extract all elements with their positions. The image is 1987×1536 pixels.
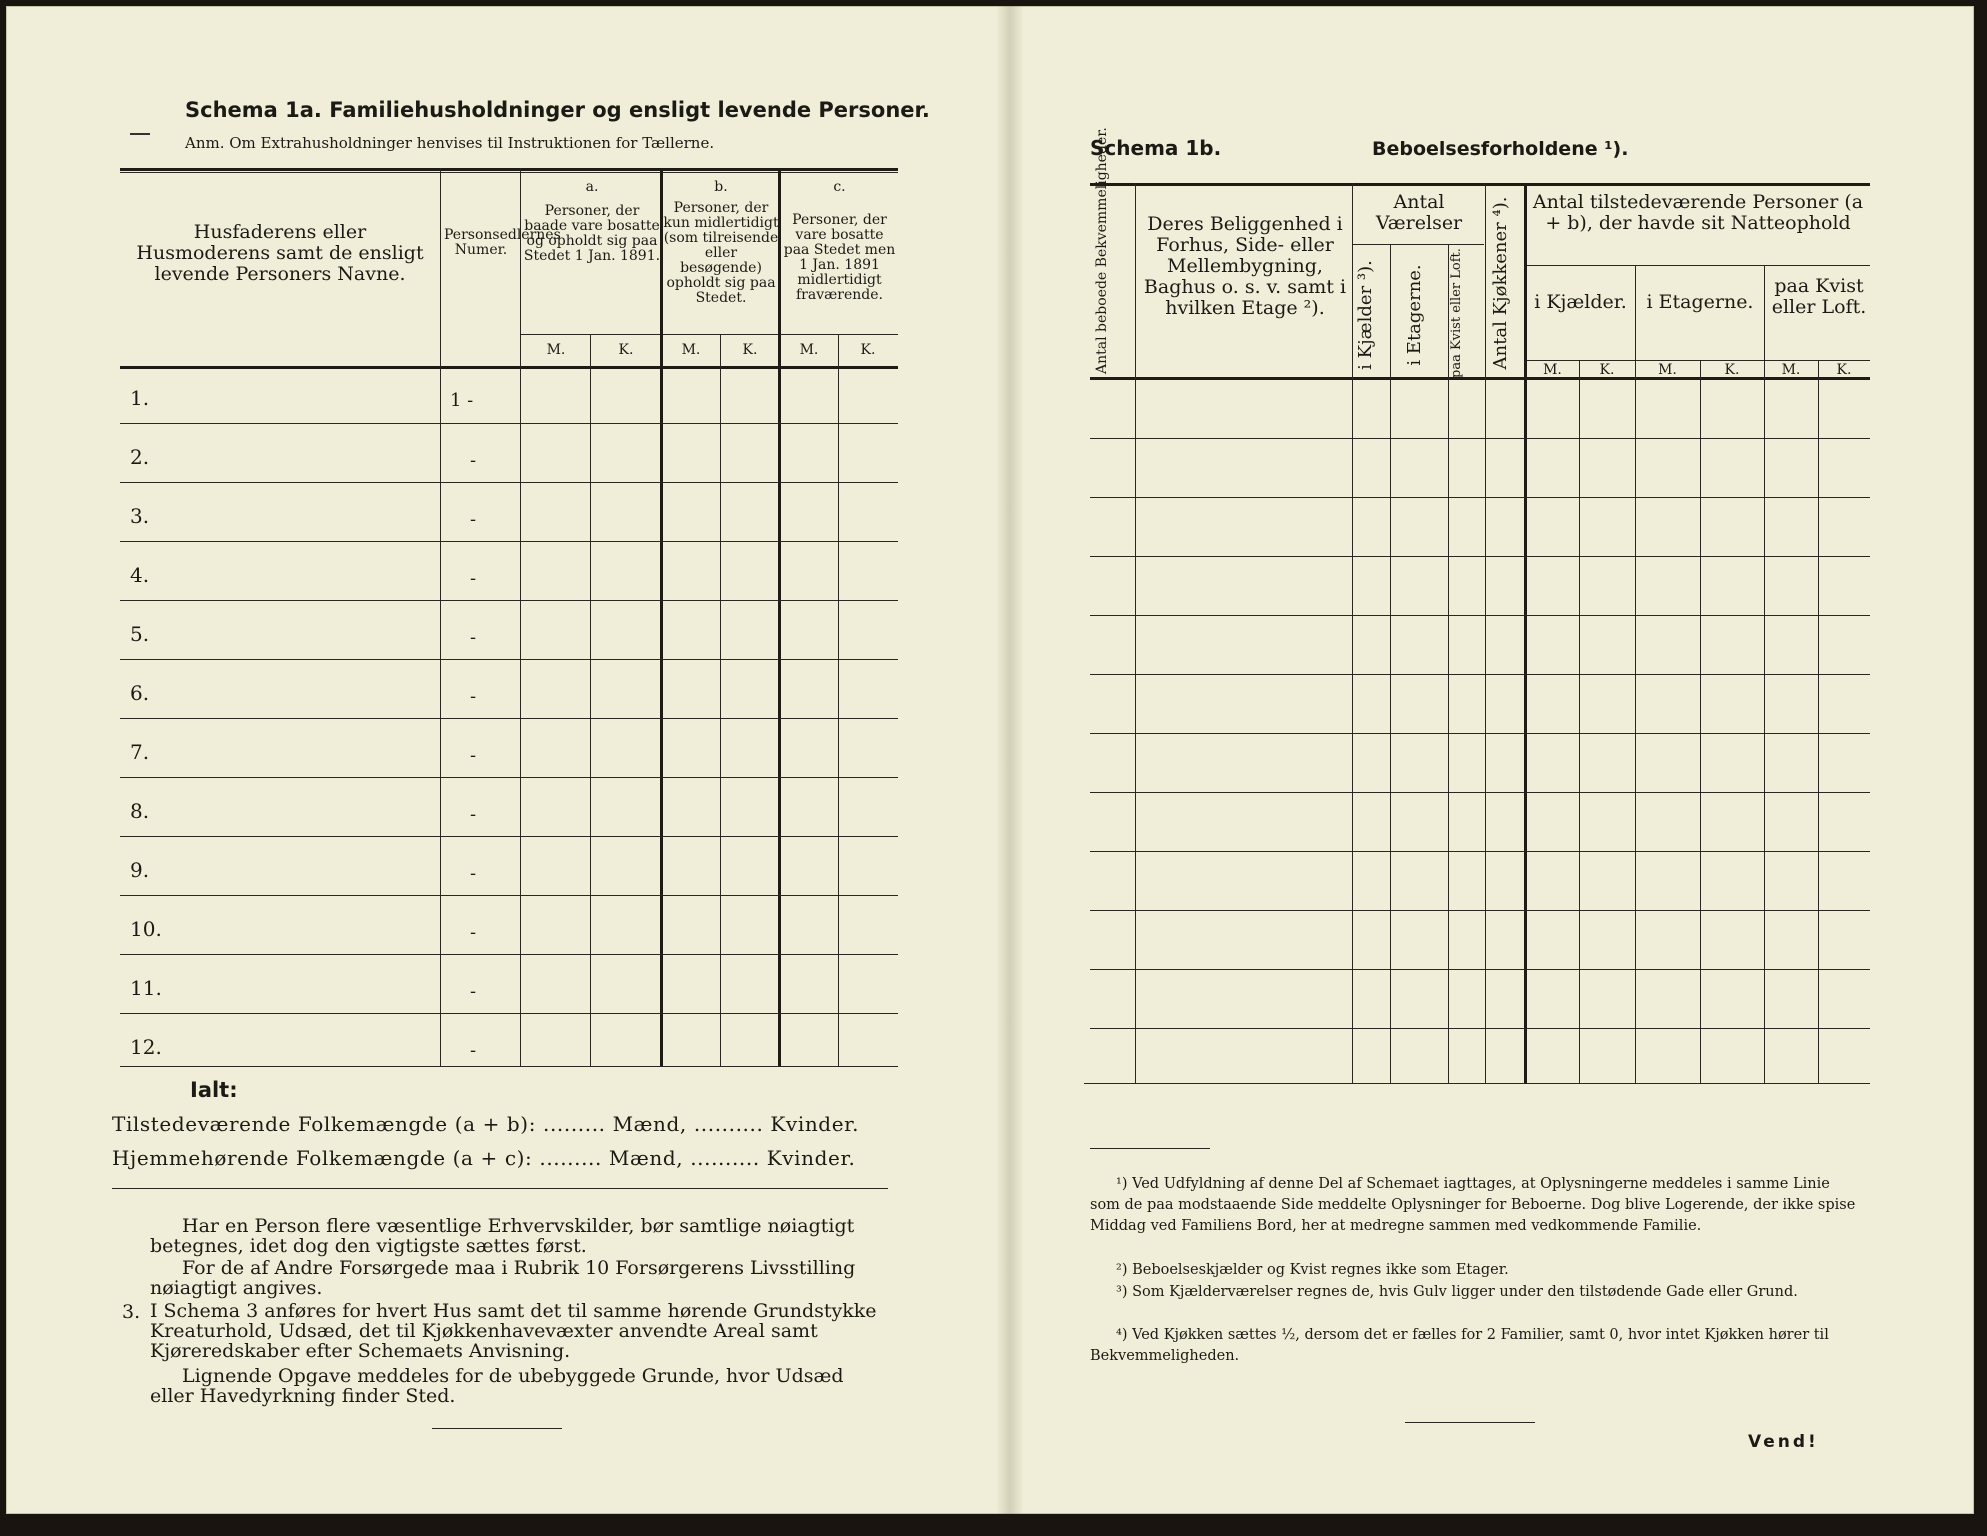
row-mark: - <box>470 745 477 766</box>
row-mark: - <box>470 568 477 589</box>
row-line <box>120 954 898 955</box>
schema-1b-subtitle: Beboelsesforholdene ¹). <box>1372 138 1629 160</box>
row-number: 7. <box>130 740 150 764</box>
schema-1b-title: Schema 1b. <box>1090 136 1222 160</box>
row-line <box>120 1066 898 1067</box>
footnote-1: ¹) Ved Udfyldning af denne Del af Schemaet iagttages, at Oplysningerne meddeles i samme Linie som de paa modstaaende Side meddelte Oplysninger for Beboerne. Dog blive Logerende, der ikke spise Middag ved Familiens Bord, her at medregne sammen med vedkommende Familie. <box>1090 1176 1856 1234</box>
footnote-rule <box>1090 1148 1210 1149</box>
table-top-rule <box>120 168 898 171</box>
page-fold <box>996 6 1024 1514</box>
col-rule-b-mk <box>720 334 721 1066</box>
row-line <box>120 895 898 896</box>
row-line <box>120 1013 898 1014</box>
header-c-letter: c. <box>833 179 846 195</box>
header-antal-kjokkener: Antal Kjøkkener ⁴). <box>1490 196 1511 370</box>
col-rule-a <box>660 168 663 1066</box>
row-number: 11. <box>130 976 162 1000</box>
row-number: 6. <box>130 681 150 705</box>
label-kj-m: M. <box>1543 362 1562 378</box>
row-line <box>120 482 898 483</box>
schema-1a-note: Anm. Om Extrahusholdninger henvises til Instruktionen for Tællerne. <box>185 134 715 152</box>
schema-1a-title: Schema 1a. Familiehusholdninger og ensligt levende Personer. <box>185 98 930 122</box>
row-line-right <box>1090 1028 1870 1029</box>
row-mark: - <box>470 450 477 471</box>
footnote-2: ²) Beboelseskjælder og Kvist regnes ikke som Etager. <box>1116 1262 1509 1278</box>
header-i-etagerne-personer: i Etagerne. <box>1646 291 1754 313</box>
vaerelser-rule <box>1352 244 1484 245</box>
row-number: 4. <box>130 563 150 587</box>
header-a-letter: a. <box>585 179 599 195</box>
row-line-right <box>1090 792 1870 793</box>
row-line-right <box>1090 910 1870 911</box>
row-number: 9. <box>130 858 150 882</box>
hjemme-total: Hjemmehørende Folkemængde (a + c): ......... Mænd, .......... Kvinder. <box>112 1146 856 1170</box>
header-names: Husfaderens eller Husmoderens samt de ensligt levende Personers Navne. <box>136 221 424 285</box>
row-number: 5. <box>130 622 150 646</box>
row-number: 10. <box>130 917 162 941</box>
col-rule-antal <box>1135 183 1136 1083</box>
natteophold-rule <box>1526 265 1870 266</box>
col-rule-beliggenhed <box>1352 183 1353 1083</box>
mk-header-rule <box>520 334 898 335</box>
col-rule-kv-mk <box>1818 360 1819 1083</box>
header-i-kjaelder: i Kjælder ³). <box>1355 260 1376 370</box>
label-a-m: M. <box>546 342 566 358</box>
note-schema3: I Schema 3 anføres for hvert Hus samt det til samme hørende Grundstykke Kreaturhold, Udsæd, det til Kjøkkenhavevæxter anvendte Areal samt Kjøreredskaber efter Schemaets Anvisning. <box>150 1300 877 1362</box>
row-line <box>120 718 898 719</box>
row-mark: - <box>470 686 477 707</box>
row-line <box>120 659 898 660</box>
row-number: 12. <box>130 1035 162 1059</box>
label-c-k: K. <box>860 342 876 358</box>
row-mark: - <box>470 509 477 530</box>
col-rule-kj-mk <box>1579 360 1580 1083</box>
label-b-m: M. <box>681 342 701 358</box>
label-a-k: K. <box>618 342 634 358</box>
margin-mark <box>130 133 150 135</box>
label-et-m: M. <box>1658 362 1677 378</box>
header-antal-beboede: Antal beboede Bekvemmeligheder. <box>1094 127 1110 374</box>
col-rule-c-mk <box>838 334 839 1066</box>
row-line-right <box>1090 438 1870 439</box>
header-i-etagerne: i Etagerne. <box>1404 264 1425 366</box>
header-i-kjaelder-personer: i Kjælder. <box>1534 291 1627 313</box>
label-b-k: K. <box>742 342 758 358</box>
vend-label: Vend! <box>1748 1432 1819 1452</box>
row-line-right <box>1090 851 1870 852</box>
row-number: 3. <box>130 504 150 528</box>
row-number: 8. <box>130 799 150 823</box>
row-line <box>120 836 898 837</box>
label-et-k: K. <box>1724 362 1740 378</box>
header-b: Personer, der kun midlertidigt (som tilreisende eller besøgende) opholdt sig paa Stedet. <box>663 200 779 306</box>
col-rule-names <box>440 168 441 1066</box>
header-antal-vaerelser: Antal Værelser <box>1375 191 1463 234</box>
col-rule-number <box>520 168 521 1066</box>
col-rule-kjokkener <box>1524 183 1527 1083</box>
col-rule-et-mk <box>1700 360 1701 1083</box>
end-rule-left <box>432 1428 562 1429</box>
header-paa-kvist-personer: paa Kvist eller Loft. <box>1771 275 1867 318</box>
row-line <box>120 541 898 542</box>
note-ubebyggede: Lignende Opgave meddeles for de ubebyggede Grunde, hvor Udsæd eller Havedyrkning finder Sted. <box>150 1365 844 1407</box>
note-3-number: 3. <box>122 1301 141 1323</box>
col-rule-b <box>778 168 781 1066</box>
header-paa-kvist: paa Kvist eller Loft. <box>1449 248 1464 378</box>
table-top-rule-2 <box>120 172 898 173</box>
header-c: Personer, der vare bosatte paa Stedet men 1 Jan. 1891 midlertidigt fraværende. <box>783 212 896 303</box>
header-beliggenhed: Deres Beliggenhed i Forhus, Side- eller Mellembygning, Baghus o. s. v. samt i hvilken Etage ²). <box>1143 213 1347 319</box>
row-line-right <box>1090 674 1870 675</box>
ialt-label: Ialt: <box>190 1078 238 1102</box>
row-mark: - <box>470 981 477 1002</box>
row-number: 1. <box>130 386 150 410</box>
header-bottom-rule <box>120 366 898 369</box>
header-a: Personer, der baade vare bosatte og opholdt sig paa Stedet 1 Jan. 1891. <box>523 203 661 264</box>
label-kj-k: K. <box>1599 362 1615 378</box>
col-rule-vaerelser <box>1485 183 1486 1083</box>
row-mark: - <box>470 627 477 648</box>
row-mark: - <box>470 1040 477 1061</box>
label-kv-k: K. <box>1836 362 1852 378</box>
col-rule-a-mk <box>590 334 591 1066</box>
row-line <box>120 600 898 601</box>
header-tilstedevaerende: Antal tilstedeværende Personer (a + b), der havde sit Natteophold <box>1532 191 1864 234</box>
header-b-letter: b. <box>714 179 728 195</box>
table-top-rule-right <box>1090 183 1870 186</box>
header-person-number: Personsedlernes Numer. <box>444 227 561 258</box>
row-mark: - <box>470 922 477 943</box>
col-rule-kjaelder <box>1390 244 1391 1083</box>
row-line-right <box>1084 1083 1870 1084</box>
end-rule-right <box>1405 1422 1535 1423</box>
label-c-m: M. <box>799 342 819 358</box>
note-forsorgede: For de af Andre Forsørgede maa i Rubrik 10 Forsørgerens Livsstilling nøiagtigt angives. <box>150 1257 856 1299</box>
footnote-4: ⁴) Ved Kjøkken sættes ½, dersom det er fælles for 2 Familier, samt 0, hvor intet Kjøkken hører til Bekvemmeligheden. <box>1090 1327 1829 1364</box>
row-line-right <box>1090 615 1870 616</box>
note-erhverv: Har en Person flere væsentlige Erhvervskilder, bør samtlige nøiagtigt betegnes, idet dog den vigtigste sættes først. <box>150 1215 855 1257</box>
label-kv-m: M. <box>1781 362 1801 378</box>
row-line-right <box>1090 969 1870 970</box>
row-line <box>120 777 898 778</box>
row-number: 2. <box>130 445 150 469</box>
row-line-right <box>1090 497 1870 498</box>
row-mark: - <box>470 804 477 825</box>
tilstede-total: Tilstedeværende Folkemængde (a + b): ......... Mænd, .......... Kvinder. <box>112 1112 860 1136</box>
row-mark: 1 - <box>450 390 474 411</box>
row-mark: - <box>470 863 477 884</box>
totals-rule <box>112 1188 888 1189</box>
footnote-3: ³) Som Kjælderværelser regnes de, hvis Gulv ligger under den tilstødende Gade eller Grund. <box>1116 1284 1798 1300</box>
row-line-right <box>1090 556 1870 557</box>
row-line-right <box>1090 733 1870 734</box>
row-line <box>120 423 898 424</box>
